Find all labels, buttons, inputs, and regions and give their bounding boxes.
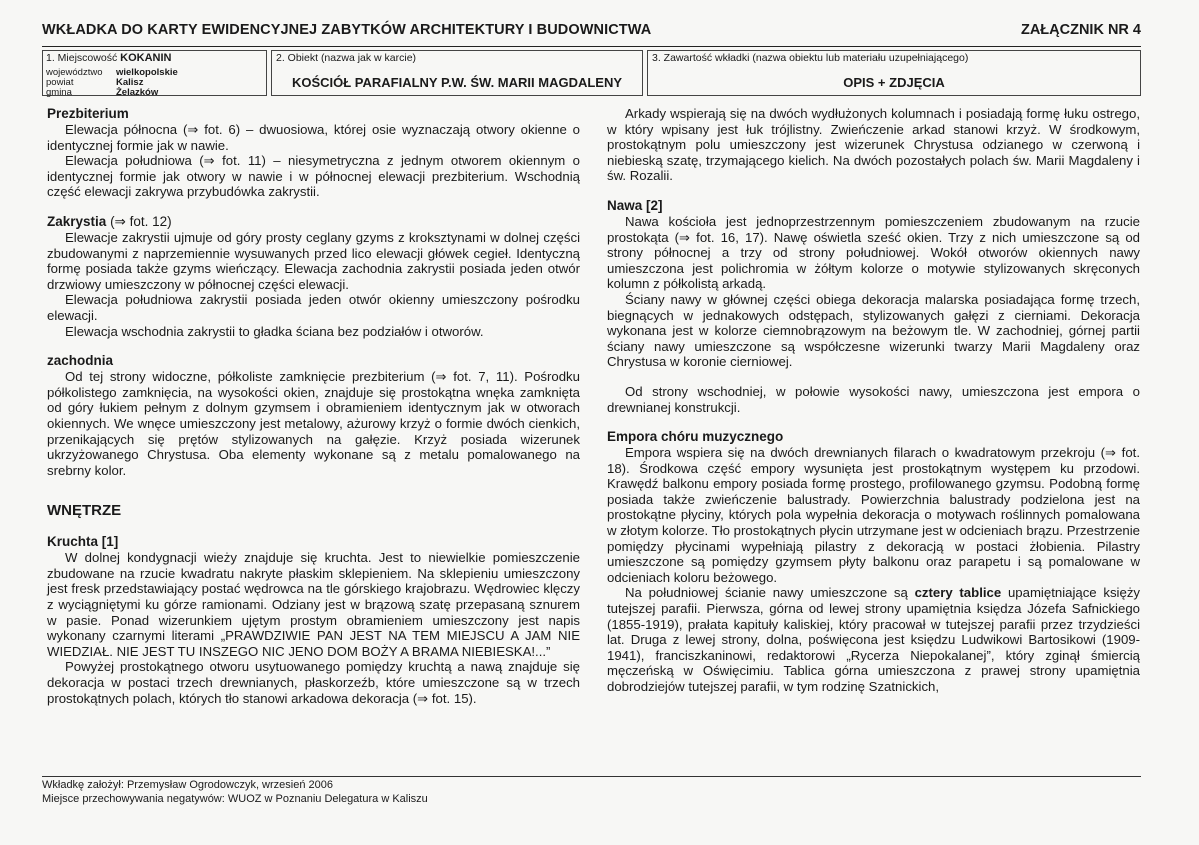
paragraph: [607, 585, 1140, 694]
content-value: OPIS + ZDJĘCIA: [843, 75, 945, 90]
heading-wnetrze: WNĘTRZE: [47, 502, 122, 520]
footer-divider: [42, 776, 1141, 777]
county-value: Kalisz: [116, 77, 144, 88]
paragraph: Nawa kościoła jest jednoprzestrzennym pomieszczeniem zbudowanym na rzucie prostokąta (⇒ fot. 16, 17). Nawę oświetla sześć okien. Trzy z nich umieszczone są od strony północnej a trzy od strony południowej. Wokół otworów okiennych nawy umieszczona jest polichromia w żółtym kolorze o motywie stylizowanych skręconych kolumn z półkolistą arkadą.: [607, 213, 1140, 292]
location-label: 1. Miejscowość: [46, 52, 118, 64]
text-run: upamiętniające księży tutejszej parafii. Pierwsza, górna od lewej strony upamiętnia księdza Józefa Safnickiego (1855-1919), prałata kapituły kaliskiej, który pracował w tutejszej parafii przez trzydzieści lat. Druga z lewej strony, dolna, poświęcona jest księdzu Ludwikowi Bartosikowi (1909-1941), franciszkaninowi, redaktorowi „Rycerza Niepokalanej”, który zginął śmiercią męczeńską w Oświęcimiu. Tablica górna umieszczona z prawej strony upamiętnia dobrodziejów tutejszej parafii, w tym rodzinę Szatnickich,: [607, 585, 1141, 694]
paragraph: Elewacja południowa (⇒ fot. 11) – niesymetryczna z jednym otworem okiennym o identycznej formie jak otwory w nawie i w północnej elewacji prezbiterium. Wschodnią część elewacji zakrywa przybudówka zakrystii.: [47, 153, 580, 200]
county-label: powiat: [46, 77, 74, 88]
voivodeship-value: wielkopolskie: [116, 67, 178, 78]
attachment-number: ZAŁĄCZNIK NR 4: [1020, 22, 1141, 38]
heading-nawa: Nawa [2]: [607, 197, 663, 213]
negatives-location: Miejsce przechowywania negatywów: WUOZ w Poznaniu Delegatura w Kaliszu: [42, 793, 428, 805]
paragraph: W dolnej kondygnacji wieży znajduje się kruchta. Jest to niewielkie pomieszczenie zbudowane na rzucie kwadratu nakryte płaskim sklepieniem. Na sklepieniu umieszczony jest fresk przedstawiający postać wędrowca na tle górskiego krajobrazu. Wędrowiec klęczy z wyciągniętymi ku górze ramionami. Odziany jest w brązową szatę przepasaną sznurem w pasie. Ponad wizerunkiem ujętym prostym obramieniem umieszczony jest napis wykonany czarnymi literami „PRAWDZIWIE PAN JEST NA TEM MIEJSCU A JAM NIE WIEDZIAŁ. NIE JEST TU INSZEGO NIC JENO DOM BOŻY A BRAMA NIEBIESKA!...”: [47, 550, 580, 659]
paragraph: Arkady wspierają się na dwóch wydłużonych kolumnach i posiadają formę łuku ostrego, w który wpisany jest łuk trójlistny. Zwieńczenie arkad stanowi krzyż. W środkowym, prostokątnym polu umieszczony jest wizerunek Chrystusa odzianego w czerwoną i niebieską szatę, trzymającego kielich. Na dwóch pozostałych polach św. Marii Magdaleny i św. Rozalii.: [607, 106, 1140, 184]
author-line: Wkładkę założył: Przemysław Ogrodowczyk, wrzesień 2006: [42, 779, 333, 791]
heading-zachodnia: zachodnia: [47, 353, 114, 369]
heading-empora: Empora chóru muzycznego: [607, 429, 784, 445]
paragraph: Empora wspiera się na dwóch drewnianych filarach o kwadratowym przekroju (⇒ fot. 18). Środkowa część empory wysunięta jest prostokątnym występem ku przodowi. Krawędź balkonu empory posiada formę prostego, profilowanego gzymsu. Podobną formę posiada także zwieńczenie balustrady. Powierzchnia balustrady podzielona jest na prostokątne płyciny, których pola wypełnia dekoracja o motywach roślinnych pomalowana w złotym kolorze. Tło prostokątnych płycin utrzymane jest w odcieniach brązu. Przestrzenie pomiędzy płycinami wypełniają pilastry z dekoracją w postaci żłobienia. Pilastry umieszczone są pomiędzy gzymsem płyty balkonu oraz parapetu i są pomalowane w odcieniach koloru beżowego.: [607, 445, 1140, 585]
heading-prezbiterium: Prezbiterium: [47, 106, 129, 121]
object-name: KOŚCIÓŁ PARAFIALNY P.W. ŚW. MARII MAGDALENY: [291, 75, 623, 90]
paragraph: Od tej strony widoczne, półkoliste zamknięcie prezbiterium (⇒ fot. 7, 11). Pośrodku półkolistego zamknięcia, na wysokości okien, znajduje się prostokątna wnęka zamknięta od góry łukiem pełnym z dolnym gzymsem i obramieniem identycznym jak w otworach okiennych. We wnęce umieszczony jest metalowy, ażurowy krzyż o formie dwóch cienkich, przenikających się prętów stylizowanych na gałęzie. Krzyż posiada wizerunek ukrzyżowanego Chrystusa. Oba elementy wykonane są z metalu pomalowanego na srebrny kolor.: [47, 369, 580, 478]
object-caption: 2. Obiekt (nazwa jak w karcie): [276, 52, 417, 64]
paragraph: Od strony wschodniej, w połowie wysokości nawy, umieszczona jest empora o drewnianej konstrukcji.: [607, 383, 1140, 415]
right-column: [607, 106, 1140, 695]
commune-row: [46, 87, 159, 98]
heading-zakrystia: [47, 214, 580, 230]
paragraph: Elewacja północna (⇒ fot. 6) – dwuosiowa, której osie wyznaczają otwory okienne o identycznej formie jak w nawie.: [47, 122, 580, 153]
content-box: [647, 50, 1141, 96]
header-divider: [42, 46, 1141, 47]
paragraph: Ściany nawy w głównej części obiega dekoracja malarska posiadająca formę trzech, biegnących w jednakowych odstępach, stylizowanych gałęzi z cierniami. Dekoracja wykonana jest w kolorze ciemnobrązowym na beżowym tle. W zachodniej, górnej partii ściany nawy umieszczone są współczesne wizerunki twarzy Marii Magdaleny oraz Chrystusa w koronie cierniowej.: [607, 291, 1140, 370]
text-run: Na południowej ścianie nawy umieszczone są: [625, 585, 908, 601]
location-box: [42, 50, 267, 96]
town-name: KOKANIN: [120, 52, 172, 64]
bold-phrase: cztery tablice: [914, 585, 1002, 601]
paragraph: Elewacja wschodnia zakrystii to gładka ściana bez podziałów i otworów.: [65, 323, 484, 339]
paragraph: Elewacje zakrystii ujmuje od góry prosty ceglany gzyms z kroksztynami w dolnej części zbudowanymi z naprzemiennie wysuwanych przed lico elewacji główek cegieł. Identyczną formę posiada także gzyms wieńczący. Elewacja zachodnia zakrystii posiada jeden otwór drzwiowy umieszczony w północnej części elewacji.: [47, 229, 580, 292]
left-column: [47, 106, 580, 706]
heading-kruchta: Kruchta [1]: [47, 534, 119, 550]
commune-value: Żelazków: [116, 87, 159, 98]
content-caption: 3. Zawartość wkładki (nazwa obiektu lub materiału uzupełniającego): [652, 52, 969, 64]
object-box: [271, 50, 643, 96]
heading-zakrystia-ref: (⇒ fot. 12): [110, 213, 172, 229]
commune-label: gmina: [46, 87, 72, 98]
location-line: [46, 52, 171, 64]
paragraph: Elewacja południowa zakrystii posiada jeden otwór okienny umieszczony pośrodku elewacji.: [47, 292, 580, 323]
heading-zakrystia-text: Zakrystia: [47, 213, 107, 229]
voivodeship-label: województwo: [46, 67, 103, 78]
paragraph: Powyżej prostokątnego otworu usytuowanego pomiędzy kruchtą a nawą znajduje się dekoracja w postaci trzech drewnianych, płaskorzeźb, które umieszczone są w trzech prostokątnych polach, których tło stanowi arkadowa dekoracja (⇒ fot. 15).: [47, 659, 580, 706]
page-title: WKŁADKA DO KARTY EWIDENCYJNEJ ZABYTKÓW ARCHITEKTURY I BUDOWNICTWA: [42, 22, 652, 38]
